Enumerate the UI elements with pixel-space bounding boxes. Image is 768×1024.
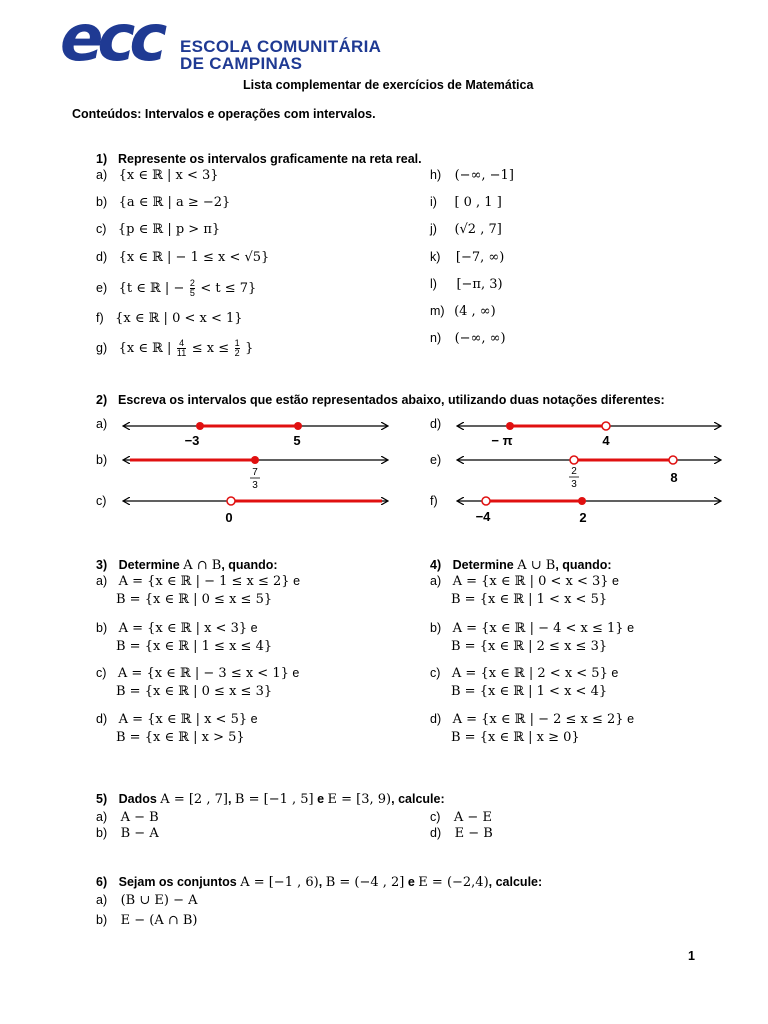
q4-item-d-set-b: B = {x ∈ ℝ | x ≥ 0} bbox=[451, 730, 580, 745]
page-title: Lista complementar de exercícios de Matemática bbox=[243, 78, 534, 92]
item-expression: (B ∪ E) − A bbox=[120, 893, 198, 908]
item-label: b) bbox=[96, 826, 108, 840]
item-expression: (−∞, ∞) bbox=[454, 331, 506, 346]
and-word: e bbox=[250, 621, 258, 635]
q4-item-b bbox=[430, 621, 634, 636]
q5-number: 5) bbox=[96, 792, 108, 806]
q5-set-a: A = [2 , 7] bbox=[160, 792, 228, 807]
item-label: a) bbox=[430, 574, 442, 588]
item-expression: (−∞, −1] bbox=[454, 168, 514, 183]
q5-item-a bbox=[96, 810, 159, 825]
svg-text:ecc: ecc bbox=[60, 8, 162, 76]
item-expression: E − B bbox=[454, 826, 493, 841]
item-label: a) bbox=[96, 574, 108, 588]
item-expression: (√2 , 7] bbox=[454, 222, 502, 237]
q4-item-c-set-b: B = {x ∈ ℝ | 1 < x < 4} bbox=[451, 684, 608, 699]
q3-operation: A ∩ B bbox=[183, 558, 222, 573]
set-a: A = {x ∈ ℝ | − 4 < x ≤ 1} bbox=[452, 621, 624, 636]
q5-set-b: B = [−1 , 5] bbox=[234, 792, 314, 807]
q3-item-a-set-b: B = {x ∈ ℝ | 0 ≤ x ≤ 5} bbox=[116, 592, 273, 607]
separator: , bbox=[227, 792, 232, 806]
q4-item-a bbox=[430, 574, 619, 589]
item-label: d) bbox=[430, 712, 442, 726]
q2-label-e: e) bbox=[430, 453, 442, 467]
item-label: b) bbox=[96, 913, 108, 927]
item-expression: {t ∈ ℝ | − bbox=[118, 280, 185, 296]
closed-point-f bbox=[578, 497, 586, 505]
q4-item-a-set-b: B = {x ∈ ℝ | 1 < x < 5} bbox=[451, 592, 608, 607]
q3-item-b-set-b: B = {x ∈ ℝ | 1 ≤ x ≤ 4} bbox=[116, 639, 273, 654]
q3-item-b bbox=[96, 621, 258, 636]
and-word: e bbox=[250, 712, 258, 726]
q5-item-b bbox=[96, 826, 159, 841]
set-a: A = {x ∈ ℝ | − 2 ≤ x ≤ 2} bbox=[452, 712, 624, 727]
q5-heading bbox=[96, 792, 445, 807]
q3-item-d bbox=[96, 712, 258, 727]
q6-set-e: E = (−2,4) bbox=[418, 875, 489, 890]
q4-item-b-set-b: B = {x ∈ ℝ | 2 ≤ x ≤ 3} bbox=[451, 639, 608, 654]
item-label: b) bbox=[96, 621, 108, 635]
item-expression: {x ∈ ℝ | bbox=[118, 340, 172, 356]
item-expression: B − A bbox=[120, 826, 159, 841]
item-label: d) bbox=[96, 250, 108, 264]
q6-text-end: , calcule: bbox=[488, 875, 543, 889]
item-expression: [−7, ∞) bbox=[455, 250, 505, 265]
item-expression: {x ∈ ℝ | 0 < x < 1} bbox=[115, 311, 243, 326]
q6-text: Sejam os conjuntos bbox=[118, 875, 237, 889]
closed-point-b bbox=[251, 456, 259, 464]
open-point-c bbox=[227, 497, 235, 505]
item-label: c) bbox=[430, 666, 441, 680]
and-word: e bbox=[627, 621, 635, 635]
q5-item-c bbox=[430, 810, 492, 825]
fraction-denominator: 2 bbox=[234, 348, 240, 358]
q3-heading bbox=[96, 558, 278, 573]
item-label: l) bbox=[430, 277, 437, 291]
item-expression-end: } bbox=[245, 340, 254, 356]
q3-number: 3) bbox=[96, 558, 108, 572]
item-expression: {a ∈ ℝ | a ≥ −2} bbox=[118, 195, 231, 210]
q5-set-e: E = [3, 9) bbox=[327, 792, 392, 807]
item-label: m) bbox=[430, 304, 445, 318]
item-label: b) bbox=[430, 621, 442, 635]
tick-label-a-1: −3 bbox=[184, 433, 200, 448]
q5-item-d bbox=[430, 826, 493, 841]
q6-set-a: A = [−1 , 6) bbox=[240, 875, 319, 890]
and-word: e bbox=[627, 712, 635, 726]
item-expression: [−π, 3) bbox=[456, 277, 503, 292]
q4-text-end: , quando: bbox=[555, 558, 612, 572]
q1-number: 1) bbox=[96, 152, 108, 166]
and-word: e bbox=[612, 574, 619, 588]
open-point-e-right bbox=[669, 456, 677, 464]
q6-item-b bbox=[96, 913, 198, 928]
set-a: A = {x ∈ ℝ | 2 < x < 5} bbox=[451, 666, 608, 681]
item-label: c) bbox=[430, 810, 441, 824]
set-a: A = {x ∈ ℝ | x < 3} bbox=[118, 621, 248, 636]
fraction-numerator: 2 bbox=[189, 278, 195, 288]
item-expression: E − (A ∩ B) bbox=[120, 913, 198, 928]
item-expression-mid: ≤ x ≤ bbox=[191, 340, 230, 356]
item-expression: A − E bbox=[453, 810, 492, 825]
tick-label-f-2: 2 bbox=[579, 510, 587, 525]
item-label: d) bbox=[430, 826, 442, 840]
q6-number: 6) bbox=[96, 875, 108, 889]
item-label: c) bbox=[96, 222, 107, 236]
q2-label-b: b) bbox=[96, 453, 108, 467]
closed-point-a-left bbox=[196, 422, 204, 430]
fraction-numerator: 4 bbox=[177, 339, 186, 349]
q4-operation: A ∪ B bbox=[517, 558, 556, 573]
item-expression: A − B bbox=[120, 810, 159, 825]
q2-label-c: c) bbox=[96, 494, 107, 508]
and-word: e bbox=[407, 875, 415, 889]
and-word: e bbox=[317, 792, 325, 806]
q4-heading bbox=[430, 558, 612, 573]
tick-label-e-1: 8 bbox=[670, 470, 678, 485]
item-label: a) bbox=[96, 893, 108, 907]
q6-set-b: B = (−4 , 2] bbox=[325, 875, 405, 890]
tick-fraction-b-den: 3 bbox=[252, 480, 258, 491]
item-label: j) bbox=[430, 222, 437, 236]
item-label: c) bbox=[96, 666, 107, 680]
school-name-line2: DE CAMPINAS bbox=[180, 54, 303, 73]
q1-statement: Represente os intervalos graficamente na reta real. bbox=[118, 152, 422, 166]
q5-text: Dados bbox=[118, 792, 157, 806]
tick-label-d-1: − π bbox=[491, 433, 513, 448]
item-expression-end: < t ≤ 7} bbox=[200, 280, 257, 296]
and-word: e bbox=[611, 666, 619, 680]
tick-label-f-1: −4 bbox=[475, 509, 491, 524]
q3-item-c bbox=[96, 666, 299, 681]
fraction-denominator: 5 bbox=[189, 288, 195, 298]
contents-line: Conteúdos: Intervalos e operações com intervalos. bbox=[72, 107, 376, 121]
open-point-d bbox=[602, 422, 610, 430]
item-label: e) bbox=[96, 280, 108, 295]
q4-number: 4) bbox=[430, 558, 442, 572]
closed-point-d bbox=[506, 422, 514, 430]
q3-item-d-set-b: B = {x ∈ ℝ | x > 5} bbox=[116, 730, 245, 745]
q4-item-c bbox=[430, 666, 618, 681]
tick-fraction-b-num: 7 bbox=[252, 467, 258, 478]
q3-item-c-set-b: B = {x ∈ ℝ | 0 ≤ x ≤ 3} bbox=[116, 684, 273, 699]
tick-fraction-e-den: 3 bbox=[571, 479, 577, 490]
item-label: k) bbox=[430, 250, 441, 264]
and-word: e bbox=[292, 666, 300, 680]
q4-text: Determine bbox=[452, 558, 514, 572]
item-label: b) bbox=[96, 195, 108, 209]
separator: , bbox=[318, 875, 323, 889]
tick-label-d-2: 4 bbox=[602, 433, 610, 448]
q6-heading bbox=[96, 875, 542, 890]
item-expression: (4 , ∞) bbox=[454, 304, 496, 319]
tick-label-a-2: 5 bbox=[293, 433, 301, 448]
q2-label-f: f) bbox=[430, 494, 438, 508]
item-expression: {x ∈ ℝ | x < 3} bbox=[118, 168, 219, 183]
set-a: A = {x ∈ ℝ | 0 < x < 3} bbox=[452, 574, 609, 589]
q3-text: Determine bbox=[118, 558, 180, 572]
item-label: g) bbox=[96, 340, 108, 355]
set-a: A = {x ∈ ℝ | − 1 ≤ x ≤ 2} bbox=[118, 574, 290, 589]
q2-number: 2) bbox=[96, 393, 108, 407]
item-label: a) bbox=[96, 810, 108, 824]
item-expression: [ 0 , 1 ] bbox=[454, 195, 502, 210]
open-point-e-left bbox=[570, 456, 578, 464]
set-a: A = {x ∈ ℝ | x < 5} bbox=[118, 712, 248, 727]
tick-fraction-e-num: 2 bbox=[571, 466, 577, 477]
q5-text-end: , calcule: bbox=[391, 792, 445, 806]
q3-item-a bbox=[96, 574, 300, 589]
item-label: n) bbox=[430, 331, 442, 345]
q2-label-a: a) bbox=[96, 417, 108, 431]
q2-statement: Escreva os intervalos que estão representados abaixo, utilizando duas notações diferentes: bbox=[118, 393, 665, 407]
set-a: A = {x ∈ ℝ | − 3 ≤ x < 1} bbox=[117, 666, 289, 681]
item-expression: {p ∈ ℝ | p > π} bbox=[117, 222, 221, 237]
q4-item-d bbox=[430, 712, 634, 727]
fraction-numerator: 1 bbox=[234, 338, 240, 348]
q6-item-a bbox=[96, 893, 198, 908]
and-word: e bbox=[293, 574, 301, 588]
school-name-line1: ESCOLA COMUNITÁRIA bbox=[180, 37, 382, 56]
item-label: i) bbox=[430, 195, 437, 209]
item-label: d) bbox=[96, 712, 108, 726]
closed-point-a-right bbox=[294, 422, 302, 430]
item-expression: {x ∈ ℝ | − 1 ≤ x < √5} bbox=[118, 250, 270, 265]
tick-label-c-1: 0 bbox=[225, 510, 233, 525]
item-label: f) bbox=[96, 311, 104, 325]
page-number: 1 bbox=[688, 949, 695, 963]
q3-text-end: , quando: bbox=[221, 558, 278, 572]
open-point-f bbox=[482, 497, 490, 505]
item-label: h) bbox=[430, 168, 442, 182]
q2-label-d: d) bbox=[430, 417, 442, 431]
fraction-denominator: 11 bbox=[176, 348, 187, 358]
item-label: a) bbox=[96, 168, 108, 182]
